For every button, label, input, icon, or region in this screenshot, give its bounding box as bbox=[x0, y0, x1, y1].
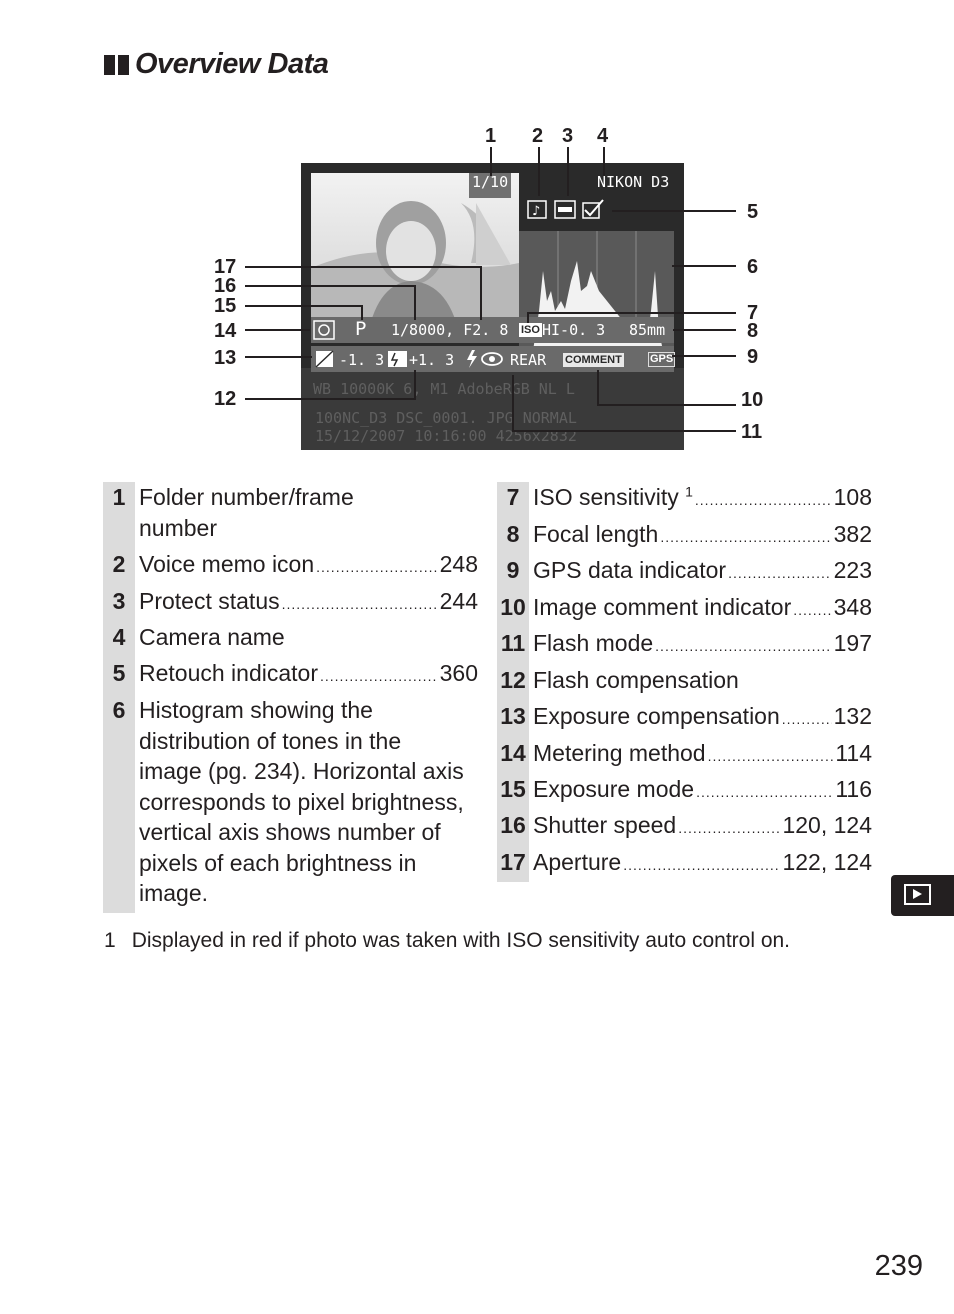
callout-8: 8 bbox=[747, 320, 759, 342]
item-number: 17 bbox=[500, 849, 526, 875]
comment-badge: COMMENT bbox=[565, 354, 622, 366]
item-number: 3 bbox=[112, 588, 126, 614]
right-table bbox=[497, 482, 872, 882]
exposure-mode: P bbox=[355, 318, 367, 340]
item-label: Flash mode bbox=[533, 630, 654, 656]
item-page: 108 bbox=[833, 484, 872, 510]
item-page: 244 bbox=[439, 588, 478, 614]
leader-dots bbox=[678, 810, 780, 844]
iso-badge: ISO bbox=[521, 324, 540, 336]
item-number: 15 bbox=[500, 776, 526, 802]
item-text-line: pixels of each brightness in bbox=[139, 849, 417, 876]
item-number: 7 bbox=[506, 484, 520, 510]
item-label: Protect status bbox=[139, 588, 280, 614]
item-text-line: image. bbox=[139, 880, 209, 906]
item-text-line: number bbox=[139, 514, 217, 541]
item-number: 8 bbox=[506, 521, 520, 547]
leader-dots bbox=[660, 519, 831, 553]
item-label: Retouch indicator bbox=[139, 660, 318, 686]
footnote bbox=[104, 929, 790, 953]
exposure-comp-value: -1. 3 bbox=[339, 351, 385, 369]
footnote-text: Displayed in red if photo was taken with ISO sensitivity auto control on. bbox=[131, 929, 791, 952]
flash-mode-value: REAR bbox=[510, 351, 547, 369]
item-text bbox=[139, 695, 464, 909]
item-label: Flash compensation bbox=[533, 667, 739, 693]
callout-7: 7 bbox=[747, 302, 759, 324]
item-number: 11 bbox=[500, 630, 526, 656]
item-label: Metering method bbox=[533, 740, 706, 766]
item-number: 16 bbox=[500, 812, 526, 838]
item-label: Exposure compensation bbox=[533, 703, 780, 729]
item-text-line: image (pg. 234). Horizontal axis bbox=[139, 758, 464, 784]
item-page: 248 bbox=[439, 551, 478, 577]
item-number: 12 bbox=[500, 667, 526, 693]
page-number: 239 bbox=[874, 1250, 923, 1282]
item-text-line: corresponds to pixel brightness, bbox=[139, 788, 464, 815]
item-label-text: ISO sensitivity bbox=[533, 484, 679, 510]
item-number: 10 bbox=[500, 594, 526, 620]
callout-5: 5 bbox=[747, 201, 759, 223]
leader-dots bbox=[728, 555, 832, 589]
callout-9: 9 bbox=[747, 346, 759, 368]
leader-dots bbox=[282, 586, 438, 620]
item-number: 13 bbox=[500, 703, 526, 729]
callout-11: 11 bbox=[741, 421, 763, 443]
item-text-line: Folder number/frame bbox=[139, 484, 354, 510]
leader-dots bbox=[320, 658, 438, 692]
leader-dots bbox=[696, 774, 833, 808]
callout-leaders bbox=[0, 0, 954, 460]
item-page: 132 bbox=[833, 703, 872, 729]
playback-icon bbox=[904, 884, 931, 905]
callout-1: 1 bbox=[485, 125, 497, 147]
item-page: 120, 124 bbox=[782, 812, 872, 838]
footnote-ref: 1 bbox=[685, 483, 693, 500]
left-table bbox=[103, 482, 478, 913]
shutter-aperture: 1/8000, F2. 8 bbox=[391, 321, 509, 339]
item-number: 2 bbox=[112, 551, 126, 577]
flash-comp-value: +1. 3 bbox=[409, 351, 455, 369]
item-text-line: vertical axis shows number of bbox=[139, 819, 441, 845]
focal-length: 85mm bbox=[629, 321, 666, 339]
item-text-line: distribution of tones in the bbox=[139, 727, 402, 754]
item-label: Voice memo icon bbox=[139, 551, 315, 577]
callout-15: 15 bbox=[214, 295, 237, 317]
item-number: 9 bbox=[506, 557, 520, 583]
item-label: Focal length bbox=[533, 521, 659, 547]
item-number: 1 bbox=[112, 484, 126, 510]
item-number: 6 bbox=[112, 697, 126, 723]
item-page: 348 bbox=[833, 594, 872, 620]
callout-12: 12 bbox=[214, 388, 237, 410]
callout-2: 2 bbox=[532, 125, 544, 147]
overview-figure bbox=[0, 0, 954, 460]
item-number: 4 bbox=[112, 624, 126, 650]
item-label: Camera name bbox=[139, 624, 285, 650]
callout-16: 16 bbox=[214, 275, 237, 297]
item-page: 382 bbox=[833, 521, 872, 547]
item-label: Aperture bbox=[533, 849, 622, 875]
playback-tab bbox=[891, 875, 954, 916]
camera-name: NIKON D3 bbox=[597, 173, 670, 191]
item-number: 14 bbox=[500, 740, 526, 766]
heading-text: Overview Data bbox=[135, 48, 329, 80]
gps-badge: GPS bbox=[650, 353, 674, 365]
leader-dots bbox=[655, 628, 831, 662]
callout-6: 6 bbox=[747, 256, 759, 278]
item-text-line: Histogram showing the bbox=[139, 697, 373, 723]
item-number: 5 bbox=[112, 660, 126, 686]
callout-10: 10 bbox=[741, 389, 764, 411]
item-page: 122, 124 bbox=[782, 849, 872, 875]
file-line: 100NC_D3 DSC_0001. JPG NORMAL bbox=[315, 409, 577, 427]
svg-text:♪: ♪ bbox=[532, 204, 541, 219]
frame-number: 1/10 bbox=[469, 173, 511, 191]
leader-dots bbox=[695, 482, 832, 516]
callout-14: 14 bbox=[214, 320, 237, 342]
leader-dots bbox=[782, 701, 832, 735]
footnote-number: 1 bbox=[104, 929, 116, 952]
item-label: GPS data indicator bbox=[533, 557, 727, 583]
callout-17: 17 bbox=[214, 256, 237, 278]
item-label: Image comment indicator bbox=[533, 594, 792, 620]
item-label: Exposure mode bbox=[533, 776, 695, 802]
leader-dots bbox=[316, 549, 437, 583]
iso-value: HI-0. 3 bbox=[542, 321, 606, 339]
item-page: 116 bbox=[835, 776, 872, 802]
item-label: Shutter speed bbox=[533, 812, 677, 838]
callout-4: 4 bbox=[597, 125, 609, 147]
callout-3: 3 bbox=[562, 125, 574, 147]
leader-dots bbox=[623, 847, 780, 881]
leader-dots bbox=[793, 592, 831, 626]
wb-line: WB 10000K 6, M1 AdobeRGB NL L bbox=[313, 380, 575, 398]
item-page: 360 bbox=[439, 660, 478, 686]
date-line: 15/12/2007 10:16:00 4256x2832 bbox=[315, 427, 577, 445]
item-text bbox=[139, 482, 354, 543]
item-page: 114 bbox=[835, 740, 872, 766]
item-label bbox=[533, 482, 693, 516]
leader-dots bbox=[708, 738, 834, 772]
item-page: 223 bbox=[833, 557, 872, 583]
item-page: 197 bbox=[833, 630, 872, 656]
callout-13: 13 bbox=[214, 347, 237, 369]
